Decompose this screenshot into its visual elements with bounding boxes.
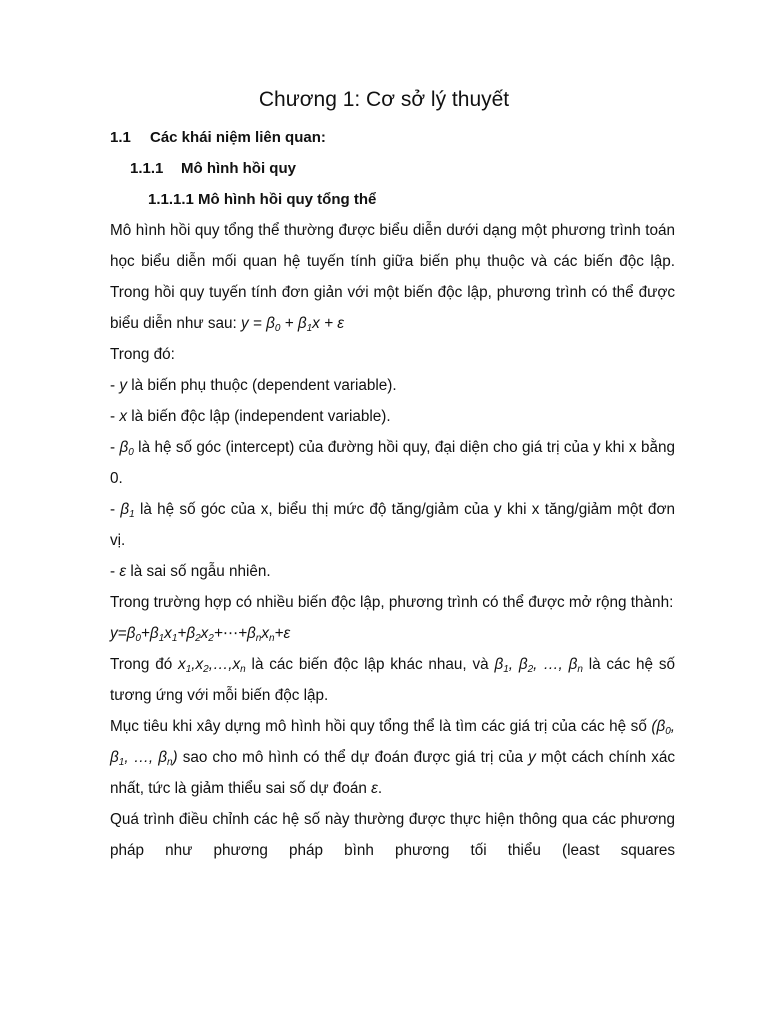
paragraph-least-squares: Quá trình điều chỉnh các hệ số này thường được thực hiện thông qua các phương pháp như phương pháp bình phương tối thiểu (least squares [110, 811, 675, 859]
eq-separator: , [533, 656, 544, 673]
eq-operator: + [280, 315, 298, 332]
chapter-title: Chương 1: Cơ sở lý thuyết [258, 88, 510, 111]
bullet-text: là hệ số góc của x, biểu thị mức độ tăng/giảm của y khi x tăng/giảm một đơn vị. [110, 501, 675, 549]
paragraph-variables [110, 649, 675, 711]
eq-subscript: 1 [158, 633, 165, 644]
bullet-text: là hệ số góc (intercept) của đường hồi quy, đại diện cho giá trị của y khi x bằng 0. [110, 439, 675, 487]
eq-separator: , [148, 749, 159, 766]
eq-subscript: n [166, 757, 173, 768]
bullet-item [110, 494, 675, 556]
bullet-symbol: β [120, 501, 130, 518]
paragraph-text: sao cho mô hình có thể dự đoán được giá trị của [177, 749, 529, 766]
eq-symbol-beta: β [266, 315, 275, 332]
section-number: 1.1 [110, 129, 131, 146]
eq-symbol-beta: β [568, 656, 578, 673]
bullet-dash: - [110, 501, 121, 518]
eq-symbol-beta: β [297, 315, 307, 332]
eq-subscript: 1 [503, 664, 509, 675]
paragraph-text: Trong đó [110, 656, 179, 673]
eq-operator: + [140, 625, 150, 642]
equation-simple [241, 315, 344, 332]
eq-subscript: n [577, 664, 583, 675]
bullet-item [110, 432, 675, 494]
eq-ellipsis: … [133, 749, 149, 766]
eq-subscript: 0 [665, 726, 671, 737]
paragraph-text: Mô hình hồi quy tổng thể thường được biểu diễn dưới dạng một phương trình toán học biểu diễn mối quan hệ tuyến tính giữa biến phụ thuộc và các biến độc lập. Trong hồi quy tuyến tính đơn giản với một biến độc lập, phương trình có thể được biểu diễn như sau: [110, 222, 675, 332]
eq-symbol-epsilon: ε [283, 625, 291, 642]
eq-symbol-beta: β [110, 749, 119, 766]
equation-multiple [110, 618, 675, 649]
eq-symbol-beta: β [126, 625, 136, 642]
eq-symbol-y: y [241, 315, 249, 332]
bullet-symbol: y [119, 377, 128, 394]
eq-separator: , [124, 749, 134, 766]
eq-ellipsis: … [543, 656, 559, 673]
variable-list [178, 656, 246, 673]
paragraph-objective [110, 711, 675, 804]
eq-symbol-x: x [261, 625, 269, 642]
eq-symbol-beta: β [656, 718, 666, 735]
bullet-dash: - [110, 563, 120, 580]
bullet-subscript: 0 [128, 447, 134, 458]
eq-subscript: 0 [274, 323, 281, 334]
eq-symbol-x: x [164, 625, 172, 642]
eq-subscript: n [255, 633, 262, 644]
eq-paren: ( [651, 718, 657, 735]
document-body [110, 215, 675, 866]
section-title: Các khái niệm liên quan: [150, 129, 326, 146]
coefficient-list [494, 656, 582, 673]
eq-operator: + [319, 315, 338, 332]
eq-symbol-beta: β [494, 656, 504, 673]
bullet-item [110, 556, 675, 587]
eq-subscript: n [240, 664, 246, 675]
eq-subscript: 2 [208, 633, 214, 644]
eq-ellipsis: … [212, 656, 229, 673]
bullet-text: là sai số ngẫu nhiên. [126, 563, 271, 580]
eq-subscript: 1 [171, 633, 178, 644]
paragraph-intro [110, 215, 675, 339]
bullet-symbol: x [119, 408, 128, 425]
eq-subscript: 2 [195, 633, 201, 644]
eq-symbol-x: x [200, 625, 209, 642]
eq-symbol-x: x [312, 315, 320, 332]
eq-separator: , [228, 656, 233, 673]
eq-symbol-y: y [528, 749, 536, 766]
eq-symbol-epsilon: ε [371, 780, 378, 797]
eq-separator: , [191, 656, 196, 673]
eq-operator: + [177, 625, 187, 642]
bullet-dash: - [110, 377, 120, 394]
paragraph-text: Mục tiêu khi xây dựng mô hình hồi quy tổng thể là tìm các giá trị của các hệ số [110, 718, 652, 735]
bullet-subscript: 1 [129, 509, 135, 520]
eq-symbol-beta: β [518, 656, 528, 673]
eq-symbol-y: y= [110, 625, 127, 642]
bullet-symbol: ε [119, 563, 127, 580]
bullet-item [110, 401, 675, 432]
eq-subscript: 0 [135, 633, 141, 644]
eq-subscript: 2 [203, 664, 209, 675]
bullet-text: là biến độc lập (independent variable). [127, 408, 391, 425]
paragraph-text: . [377, 780, 383, 797]
paragraph-text: một cách chính xác nhất, tức là giảm thiểu sai số dự đoán [110, 749, 676, 797]
paragraph-multiple: Trong trường hợp có nhiều biến độc lập, phương trình có thể được mở rộng thành: [110, 594, 674, 611]
eq-paren: ) [172, 749, 178, 766]
paragraph-text: là các hệ số tương ứng với mỗi biến độc lập. [110, 656, 676, 704]
eq-separator: , [508, 656, 519, 673]
eq-symbol-epsilon: ε [337, 315, 344, 332]
eq-symbol-beta: β [247, 625, 256, 642]
eq-symbol-x: x [178, 656, 186, 673]
eq-separator: , [558, 656, 569, 673]
eq-symbol-x: x [232, 656, 241, 673]
eq-separator: , [208, 656, 213, 673]
eq-dots: ⋯ [222, 625, 239, 642]
subsection-title: Mô hình hồi quy [181, 160, 296, 177]
eq-symbol-beta: β [149, 625, 159, 642]
bullet-dash: - [110, 408, 120, 425]
bullet-symbol: β [119, 439, 129, 456]
where-label: Trong đó: [110, 346, 175, 363]
bullet-item [110, 370, 675, 401]
eq-operator: + [238, 625, 248, 642]
eq-subscript: 1 [185, 664, 192, 675]
eq-operator: + [213, 625, 223, 642]
eq-operator: = [248, 315, 267, 332]
eq-subscript: n [268, 633, 275, 644]
section-heading [110, 128, 326, 148]
eq-symbol-beta: β [186, 625, 196, 642]
eq-operator: + [274, 625, 284, 642]
eq-symbol-beta: β [158, 749, 167, 766]
eq-subscript: 2 [527, 664, 534, 675]
eq-subscript: 1 [306, 323, 313, 334]
subsection-number: 1.1.1 [130, 160, 164, 177]
bullet-dash: - [110, 439, 120, 456]
eq-subscript: 1 [118, 757, 125, 768]
eq-symbol-x: x [195, 656, 204, 673]
subsubsection-heading: 1.1.1.1 Mô hình hồi quy tổng thể [148, 191, 377, 208]
subsection-heading [130, 159, 296, 179]
paragraph-text: là các biến độc lập khác nhau, và [245, 656, 495, 673]
eq-separator: , [670, 718, 675, 735]
bullet-text: là biến phụ thuộc (dependent variable). [127, 377, 397, 394]
